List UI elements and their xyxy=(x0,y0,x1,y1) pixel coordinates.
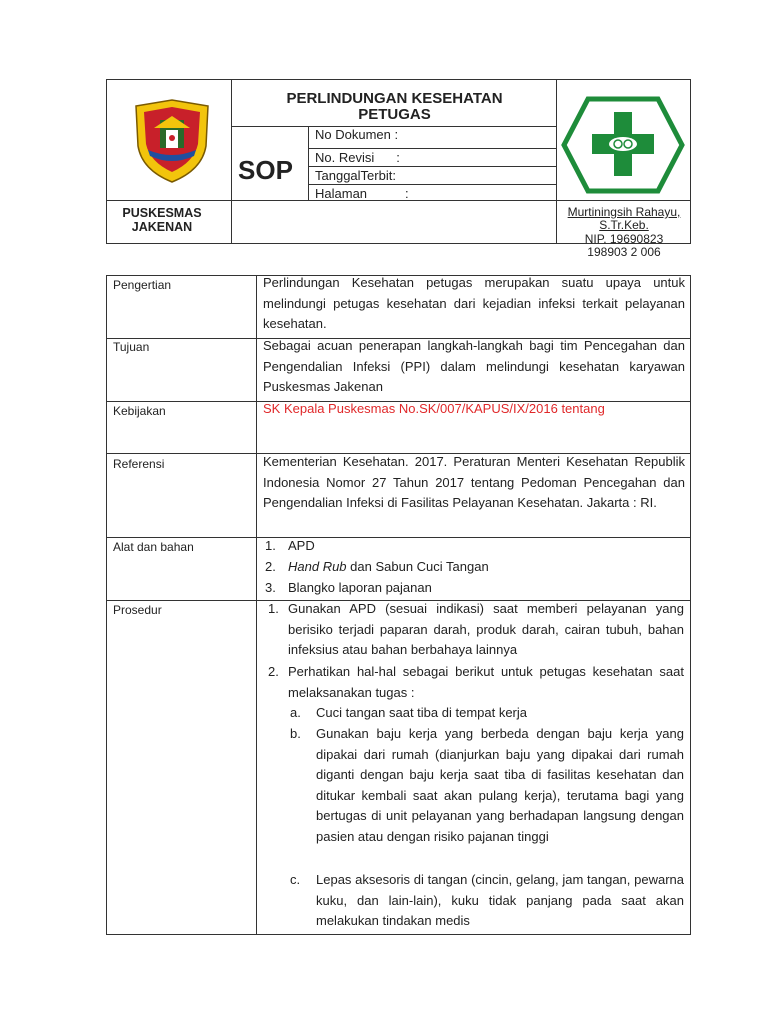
text-tujuan: Sebagai acuan penerapan langkah-langkah bagi tim Pencegahan dan Pengendalian Infeksi (PPI) dalam melindungi kesehatan karyawan Puskesmas Jakenan xyxy=(263,338,685,394)
regency-coat-of-arms-icon xyxy=(132,98,212,184)
field-tanggal-terbit: TanggalTerbit: xyxy=(315,168,396,183)
signatory-nip: NIP. 19690823 198903 2 006 xyxy=(584,232,664,259)
signatory-name: Murtiningsih Rahayu, S.Tr.Keb. xyxy=(567,205,681,232)
text-referensi: Kementerian Kesehatan. 2017. Peraturan Menteri Kesehatan Republik Indonesia Nomor 27 Tahun 2017 tentang Pedoman Pencegahan dan Pengendalian Infeksi di Fasilitas Pelayanan Kesehatan. Jakarta : RI. xyxy=(263,454,685,510)
label-referensi: Referensi xyxy=(113,457,165,471)
field-halaman: Halaman : xyxy=(315,186,409,201)
prosedur-subitem: Cuci tangan saat tiba di tempat kerja xyxy=(316,705,528,720)
alat-item-num: 1. xyxy=(265,538,276,553)
prosedur-item: Gunakan APD (sesuai indikasi) saat memberi pelayanan yang berisiko terjadi paparan darah, produk darah, cairan tubuh, bahan infeksius atau bahan berbahaya lainnya xyxy=(288,601,684,657)
label-prosedur: Prosedur xyxy=(113,603,162,617)
label-kebijakan: Kebijakan xyxy=(113,404,166,418)
field-no-dokumen: No Dokumen : xyxy=(315,127,399,142)
org-name: PUSKESMAS JAKENAN xyxy=(122,206,202,234)
field-no-revisi: No. Revisi : xyxy=(315,150,400,165)
prosedur-subitem-num: c. xyxy=(290,872,301,887)
alat-item: APD xyxy=(288,538,315,553)
document-title: PERLINDUNGAN KESEHATAN PETUGAS xyxy=(286,90,503,123)
prosedur-subitem-num: b. xyxy=(290,726,301,741)
text-pengertian: Perlindungan Kesehatan petugas merupakan suatu upaya untuk melindungi petugas kesehatan dari kejadian infeksi terkait pelayanan kesehatan. xyxy=(263,275,685,331)
puskesmas-green-cross-icon xyxy=(560,96,686,194)
prosedur-subitem-num: a. xyxy=(290,705,301,720)
label-tujuan: Tujuan xyxy=(113,340,150,354)
prosedur-subitem: Lepas aksesoris di tangan (cincin, gelang, jam tangan, pewarna kuku, dan lain-lain), kuku tidak panjang pada saat akan melakukan tindakan medis xyxy=(316,872,684,928)
alat-item-num: 3. xyxy=(265,580,276,595)
prosedur-subitem: Gunakan baju kerja yang berbeda dengan baju kerja yang dipakai dari rumah (dianjurkan baju yang dipakai dari rumah diganti dengan baju kerja saat tiba di fasilitas kesehatan dan ditukar kembali saat akan pulang kerja), terutama bagi yang bertugas di unit pelayanan yang berhadapan langsung dengan pasien atau dengan risiko pajanan tinggi xyxy=(316,726,684,844)
prosedur-item-num: 1. xyxy=(268,601,279,616)
text-kebijakan: SK Kepala Puskesmas No.SK/007/KAPUS/IX/2016 tentang xyxy=(263,401,605,416)
alat-item-num: 2. xyxy=(265,559,276,574)
prosedur-item: Perhatikan hal-hal sebagai berikut untuk petugas kesehatan saat melaksanakan tugas : xyxy=(288,664,684,700)
alat-item: Blangko laporan pajanan xyxy=(288,580,432,595)
alat-item: Hand Rub dan Sabun Cuci Tangan xyxy=(288,559,489,574)
prosedur-item-num: 2. xyxy=(268,664,279,679)
label-pengertian: Pengertian xyxy=(113,278,172,292)
sop-label: SOP xyxy=(238,155,293,185)
label-alat-dan-bahan: Alat dan bahan xyxy=(113,540,194,554)
